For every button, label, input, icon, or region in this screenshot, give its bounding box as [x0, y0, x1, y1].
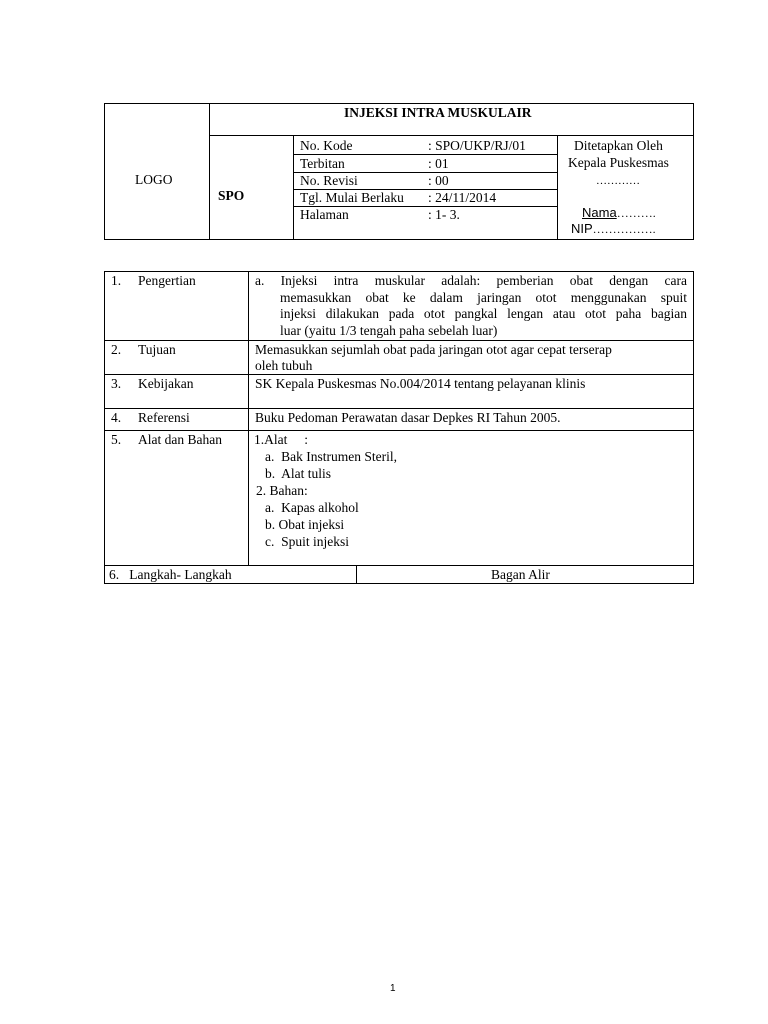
field-value-terbitan: : 01 [428, 156, 449, 171]
pengertian-line-1: a. Injeksi intra muskular adalah: pemberian obat dengan cara [255, 273, 687, 288]
field-label-halaman: Halaman [300, 207, 349, 222]
row-1-label: Pengertian [138, 273, 196, 288]
spo-label: SPO [218, 188, 245, 203]
row-2-label: Tujuan [138, 342, 176, 357]
field-label-no-revisi: No. Revisi [300, 173, 358, 188]
approval-nama [582, 205, 656, 221]
field-value-no-kode: : SPO/UKP/RJ/01 [428, 138, 526, 153]
bahan-item-1: a. Kapas alkohol [265, 500, 359, 515]
field-label-no-kode: No. Kode [300, 138, 353, 153]
logo-placeholder: LOGO [135, 172, 173, 187]
pengertian-line-3: injeksi dilakukan pada otot pangkal lengan atau otot paha bagian [280, 306, 687, 322]
field-label-tgl-mulai: Tgl. Mulai Berlaku [300, 190, 404, 205]
pengertian-line-2: memasukkan obat ke dalam jaringan otot menggunakan spuit [280, 289, 687, 305]
approval-line-2: Kepala Puskesmas [568, 155, 669, 170]
header-divider-approval [557, 135, 558, 240]
alat-heading: 1.Alat : [254, 432, 308, 447]
bahan-item-3: c. Spuit injeksi [265, 534, 349, 549]
row-6-label: 6. Langkah- Langkah [109, 567, 232, 582]
approval-nip [571, 221, 656, 237]
referensi-text: Buku Pedoman Perawatan dasar Depkes RI Tahun 2005. [255, 410, 561, 425]
page-number: 1 [390, 983, 396, 994]
content-divider-bagan [356, 565, 357, 584]
bagan-alir-label: Bagan Alir [491, 567, 550, 582]
tujuan-line-1: Memasukkan sejumlah obat pada jaringan otot agar cepat terserap [255, 342, 612, 357]
bahan-heading: 2. Bahan: [256, 483, 308, 498]
row-5-label: Alat dan Bahan [138, 432, 222, 447]
alat-item-2: b. Alat tulis [265, 466, 332, 481]
row-3-number: 3. [111, 376, 122, 391]
row-5-number: 5. [111, 432, 122, 447]
header-divider-logo [209, 103, 210, 240]
row-border [104, 340, 694, 341]
row-4-label: Referensi [138, 410, 190, 425]
bahan-item-2: b. Obat injeksi [265, 517, 345, 532]
document-title: INJEKSI INTRA MUSKULAIR [344, 105, 532, 120]
alat-item-1: a. Bak Instrumen Steril, [265, 449, 397, 464]
row-border [104, 374, 694, 375]
field-label-terbitan: Terbitan [300, 156, 345, 171]
pengertian-line-4: luar (yaitu 1/3 tengah paha sebelah luar) [280, 322, 498, 338]
row-3-label: Kebijakan [138, 376, 194, 391]
content-divider-label [248, 271, 249, 566]
approval-nip-dots: ……………. [592, 222, 656, 236]
field-value-no-revisi: : 00 [428, 173, 449, 188]
field-value-tgl-mulai: : 24/11/2014 [428, 190, 497, 205]
row-1-content [255, 273, 687, 339]
row-border [104, 430, 694, 431]
row-1-number: 1. [111, 273, 122, 288]
row-4-number: 4. [111, 410, 122, 425]
row-border [104, 408, 694, 409]
row-border [104, 565, 694, 566]
row-2-number: 2. [111, 342, 122, 357]
approval-nama-dots: ………. [616, 206, 656, 220]
approval-dots: ………… [596, 175, 640, 187]
kebijakan-text: SK Kepala Puskesmas No.004/2014 tentang pelayanan klinis [255, 376, 586, 391]
approval-nama-label: Nama [582, 205, 617, 220]
approval-nip-label: NIP [571, 221, 593, 236]
tujuan-line-2: oleh tubuh [255, 358, 313, 373]
approval-line-1: Ditetapkan Oleh [574, 138, 663, 153]
field-value-halaman: : 1- 3. [428, 207, 460, 222]
